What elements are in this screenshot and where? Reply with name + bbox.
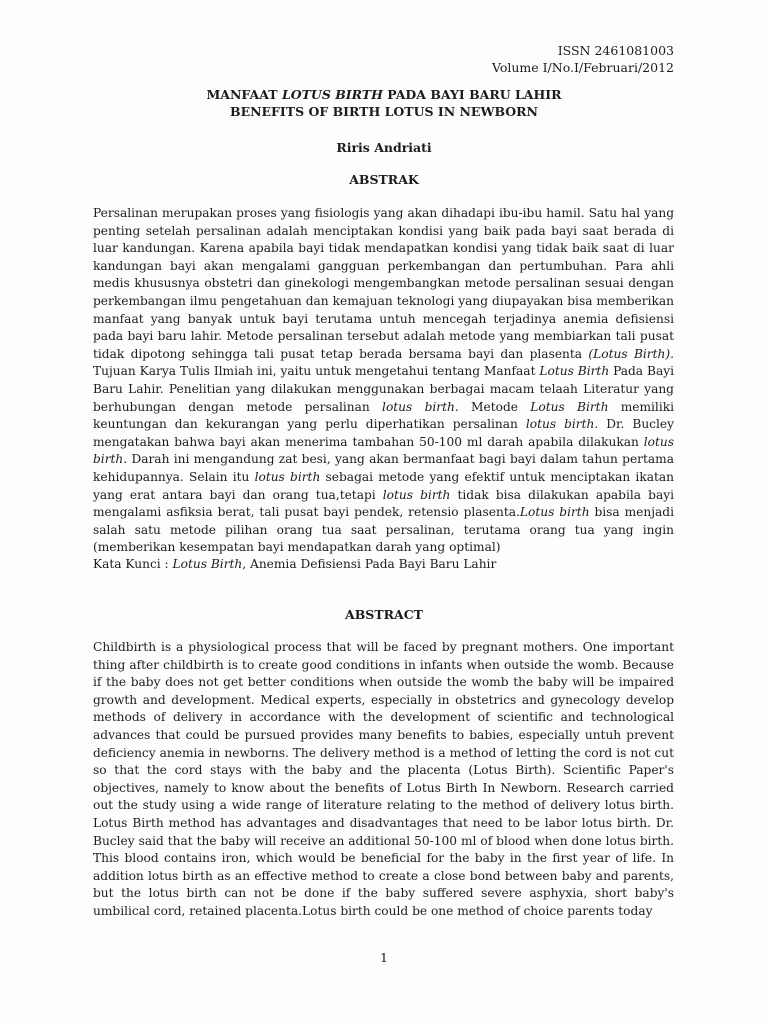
journal-meta	[492, 42, 674, 76]
abstract-heading: ABSTRACT	[345, 607, 423, 622]
abstrak-italic-term: lotus birth	[93, 434, 674, 467]
title-indonesian: MANFAAT LOTUS BIRTH PADA BAYI BARU LAHIR	[206, 87, 562, 102]
abstrak-italic-term: lotus birth	[382, 487, 451, 502]
volume-info: Volume I/No.I/Februari/2012	[491, 60, 674, 75]
abstrak-italic-term: lotus birth	[254, 469, 321, 484]
abstrak-italic-term: Lotus birth	[519, 505, 590, 520]
abstrak-text: . Metode	[454, 399, 531, 414]
issn: ISSN 2461081003	[557, 43, 674, 58]
keywords: Kata Kunci : Lotus Birth, Anemia Defisiensi Pada Bayi Baru Lahir	[93, 557, 497, 571]
abstrak-italic-term: Lotus Birth	[539, 364, 610, 379]
abstrak-text: sebagai metode yang efektif untuk menciptakan ikatan yang erat antara bayi dan orang tua,tetapi	[93, 469, 674, 502]
abstrak-text: Pada Bayi Baru Lahir. Penelitian yang dilakukan menggunakan berbagai macam telaah Literatur yang berhubungan dengan metode persalinan	[93, 364, 674, 414]
abstrak-text: memiliki keuntungan dan kekurangan yang perlu diperhatikan persalinan	[93, 399, 675, 432]
abstrak-text: Dr. Bucley mengatakan bahwa bayi akan menerima tambahan 50-100 ml darah apabila dilakukan	[93, 417, 674, 449]
title-english: BENEFITS OF BIRTH LOTUS IN NEWBORN	[230, 104, 538, 119]
abstrak-italic-term: lotus birth.	[525, 417, 599, 432]
abstrak-text: . Tujuan Karya Tulis Ilmiah ini, yaitu untuk mengetahui tentang Manfaat	[93, 346, 674, 379]
author-name: Riris Andriati	[336, 140, 432, 155]
title-block	[0, 86, 768, 120]
abstrak-italic-term: lotus birth	[382, 399, 455, 414]
abstract-body: Childbirth is a physiological process that will be faced by pregnant mothers. One important thing after childbirth is to create good conditions in infants when outside the womb. Because if the baby does not get better conditions when outside the womb the baby will be impaired growth and development. Medical experts, especially in obstetrics and gynecology develop methods of delivery in accordance with the development of scientific and technological advances that could be pursued provides many benefits to babies, especially untuh prevent deficiency anemia in newborns. The delivery method is a method of letting the cord is not cut so that the cord stays with the baby and the placenta (Lotus Birth). Scientific Paper's objectives, namely to know about the benefits of Lotus Birth In Newborn. Research carried out the study using a wide range of literature relating to the method of delivery lotus birth. Lotus Birth method has advantages and disadvantages that need to be labor lotus birth. Dr. Bucley said that the baby will receive an additional 50-100 ml of blood when done lotus birth. This blood contains iron, which would be beneficial for the baby in the first year of life. In addition lotus birth as an effective method to create a close bond between baby and parents, but the lotus birth can not be done if the baby suffered severe asphyxia, short baby's umbilical cord, retained placenta.Lotus birth could be one method of choice parents today	[93, 640, 674, 918]
page-number: 1	[380, 950, 388, 965]
abstrak-text: bisa menjadi salah satu metode pilihan orang tua saat persalinan, terutama orang tua yang ingin (memberikan kesempatan bayi mendapatkan darah yang optimal)	[93, 505, 674, 555]
abstrak-text: Persalinan merupakan proses yang fisiologis yang akan dihadapi ibu-ibu hamil. Satu hal yang penting setelah persalinan adalah menciptakan kondisi yang baik pada bayi saat berada di luar kandungan. Karena apabila bayi tidak mendapatkan kondisi yang tidak baik saat di luar kandungan bayi akan mengalami gangguan perkembangan dan pertumbuhan. Para ahli medis khususnya obstetri dan ginekologi mengembangkan metode persalinan sesuai dengan perkembangan ilmu pengetahuan dan kemajuan teknologi yang diupayakan bisa memberikan manfaat yang banyak untuk bayi terutama untuh mencegah terjadinya anemia defisiensi pada bayi baru lahir. Metode persalinan tersebut adalah metode yang membiarkan tali pusat tidak dipotong sehingga tali pusat tetap berada bersama bayi dan plasenta	[93, 206, 674, 361]
abstrak-text: tidak bisa dilakukan apabila bayi mengalami asfiksia berat, tali pusat bayi pendek, retensio plasenta.	[93, 487, 674, 520]
abstrak-text: . Darah ini mengandung zat besi, yang akan bermanfaat bagi bayi dalam tahun pertama kehidupannya. Selain itu	[93, 452, 674, 484]
abstrak-heading: ABSTRAK	[349, 172, 419, 187]
abstrak-italic-term: Lotus Birth	[530, 399, 609, 414]
abstrak-italic-term: (Lotus Birth)	[588, 346, 671, 361]
abstrak-body	[93, 205, 674, 557]
